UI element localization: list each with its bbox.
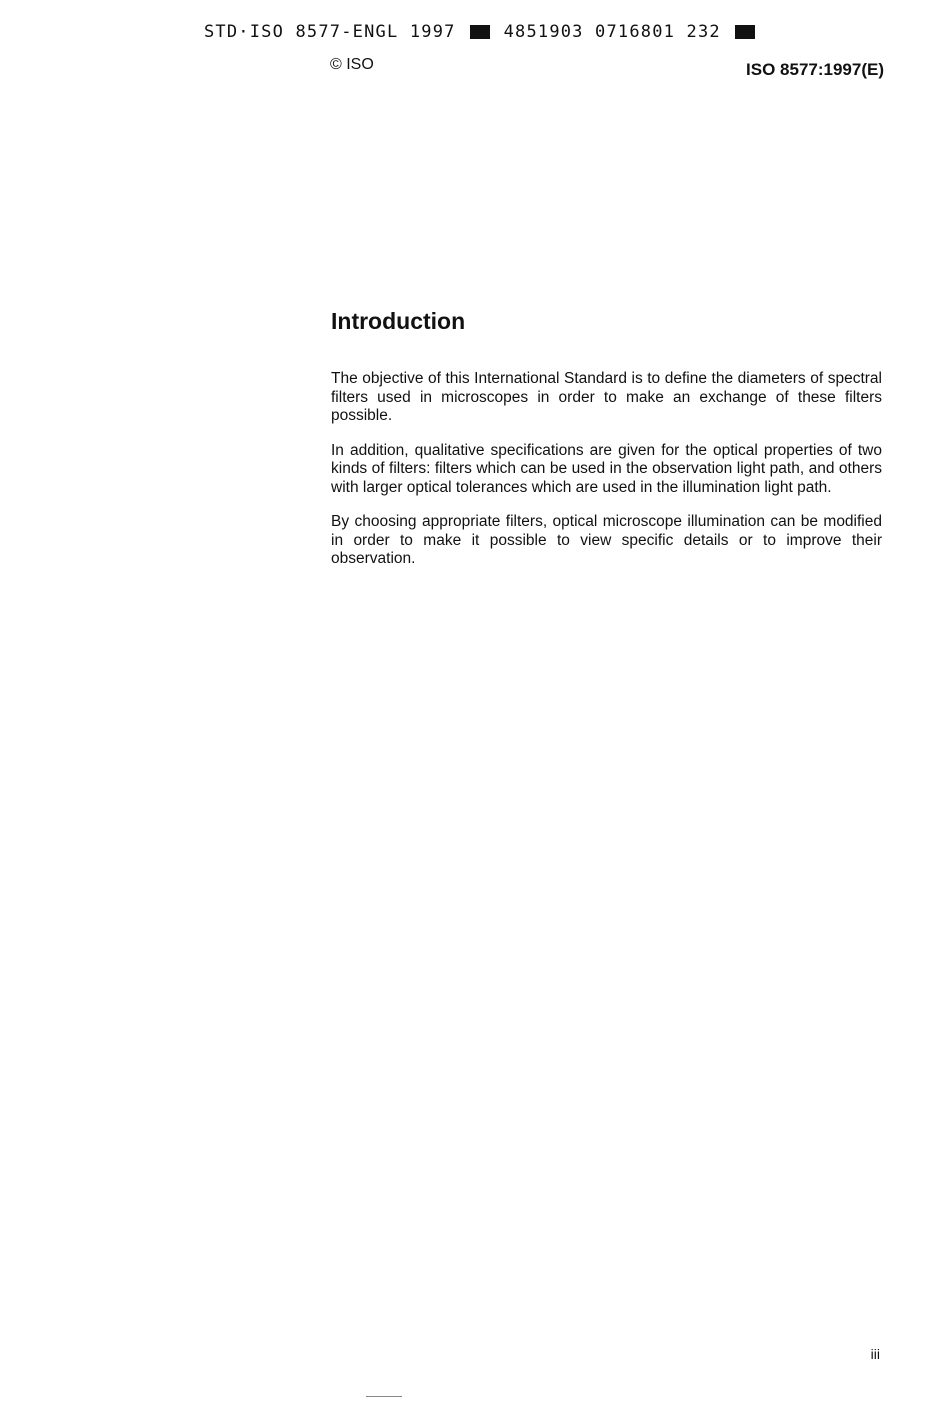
paragraph-illumination: By choosing appropriate filters, optical microscope illumination can be modified in order to make it possible to view specific details or to improve their observation. <box>331 513 882 567</box>
copyright-notice: © ISO <box>330 56 374 73</box>
section-body <box>331 370 882 585</box>
standard-designation: ISO 8577:1997(E) <box>746 60 884 79</box>
scan-artifact-line <box>366 1396 402 1397</box>
page-number: iii <box>870 1346 880 1362</box>
scan-block-mark-end <box>735 25 755 39</box>
scan-block-mark <box>470 25 490 39</box>
paragraph-objective: The objective of this International Standard is to define the diameters of spectral filters used in microscopes in order to make an exchange of these filters possible. <box>331 370 882 424</box>
scan-header-number: 4851903 0716801 232 <box>503 22 721 42</box>
scan-header-line <box>204 22 755 42</box>
scan-header-code: STD·ISO 8577-ENGL 1997 <box>204 22 456 42</box>
paragraph-specifications: In addition, qualitative specifications are given for the optical properties of two kinds of filters: filters which can be used in the observation light path, and others with larger optical tolerances which are used in the illumination light path. <box>331 441 882 496</box>
section-title: Introduction <box>331 308 466 334</box>
